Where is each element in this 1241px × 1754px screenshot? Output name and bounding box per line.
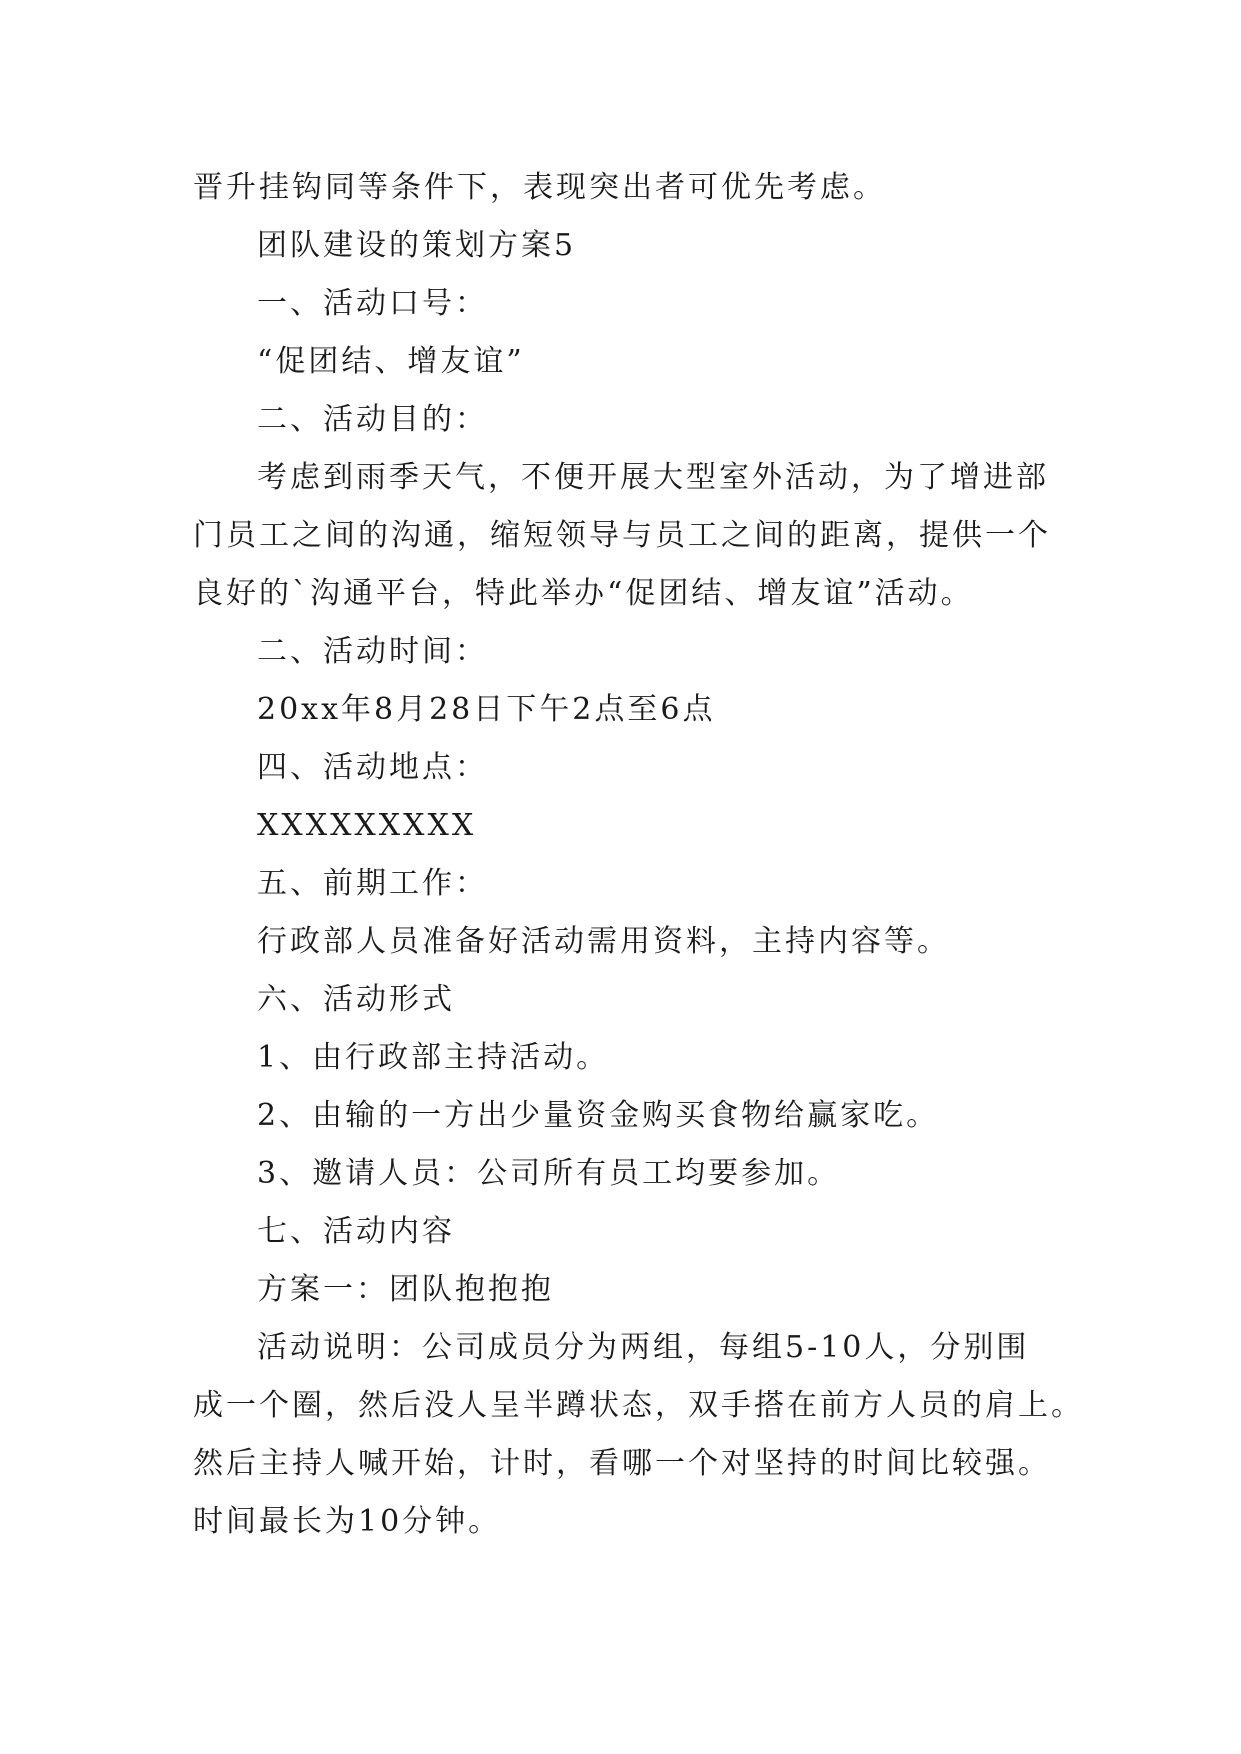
section-heading: 六、活动形式: [257, 982, 455, 1017]
section-heading: 四、活动地点：: [257, 750, 488, 785]
section-heading: 二、活动目的：: [257, 402, 488, 437]
paragraph-line: 行政部人员准备好活动需用资料，主持内容等。: [257, 924, 950, 959]
section-heading: 七、活动内容: [257, 1214, 455, 1249]
paragraph-line: XXXXXXXXX: [257, 808, 477, 843]
list-item: 1、由行政部主持活动。: [257, 1040, 610, 1075]
section-heading: 二、活动时间：: [257, 634, 488, 669]
paragraph-line: 20xx年8月28日下午2点至6点: [257, 692, 716, 727]
paragraph-line: 良好的`沟通平台，特此举办“促团结、增友谊”活动。: [193, 576, 974, 611]
paragraph-line: 方案一：团队抱抱抱: [257, 1272, 554, 1307]
paragraph-line: 成一个圈，然后没人呈半蹲状态，双手搭在前方人员的肩上。: [193, 1388, 1084, 1423]
paragraph-line: 晋升挂钩同等条件下，表现突出者可优先考虑。: [193, 170, 886, 205]
paragraph-line: 时间最长为10分钟。: [193, 1504, 502, 1539]
section-title: 团队建设的策划方案5: [257, 228, 577, 263]
section-heading: 五、前期工作：: [257, 866, 488, 901]
paragraph-line: 活动说明：公司成员分为两组，每组5-10人，分别围: [257, 1330, 1030, 1365]
list-item: 3、邀请人员：公司所有员工均要参加。: [257, 1156, 841, 1191]
paragraph-line: “促团结、增友谊”: [257, 344, 525, 379]
paragraph-line: 门员工之间的沟通，缩短领导与员工之间的距离，提供一个: [193, 518, 1051, 553]
paragraph-line: 考虑到雨季天气，不便开展大型室外活动，为了增进部: [257, 460, 1049, 495]
list-item: 2、由输的一方出少量资金购买食物给赢家吃。: [257, 1098, 940, 1133]
section-heading: 一、活动口号：: [257, 286, 488, 321]
paragraph-line: 然后主持人喊开始，计时，看哪一个对坚持的时间比较强。: [193, 1446, 1051, 1481]
